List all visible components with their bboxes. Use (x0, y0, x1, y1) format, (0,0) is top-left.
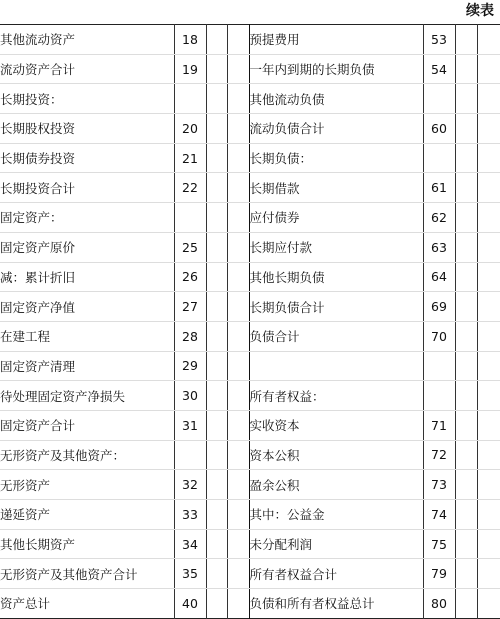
table-row (0, 410, 500, 440)
table-row (0, 173, 500, 203)
asset-item-cell: 其他长期资产 (0, 529, 174, 559)
liability-amount-cell (455, 114, 477, 144)
table-row (0, 321, 500, 351)
asset-line-number-cell: 32 (174, 470, 206, 500)
table-row (0, 54, 500, 84)
liability-amount-cell (477, 440, 500, 470)
asset-amount-cell (206, 84, 227, 114)
asset-line-number-cell: 25 (174, 232, 206, 262)
liability-item-cell: 长期负债合计 (249, 292, 423, 322)
liability-amount-cell (455, 292, 477, 322)
liability-amount-cell (477, 262, 500, 292)
table-row (0, 529, 500, 559)
liability-item-cell: 所有者权益： (249, 381, 423, 411)
liability-amount-cell (477, 292, 500, 322)
asset-amount-cell (227, 173, 249, 203)
asset-line-number-cell: 19 (174, 54, 206, 84)
asset-amount-cell (227, 500, 249, 530)
liability-line-number-cell: 70 (423, 321, 455, 351)
asset-item-cell: 其他流动资产 (0, 25, 174, 55)
liability-amount-cell (477, 203, 500, 233)
table-row (0, 114, 500, 144)
asset-amount-cell (206, 262, 227, 292)
liability-amount-cell (477, 410, 500, 440)
liability-amount-cell (455, 173, 477, 203)
liability-line-number-cell: 79 (423, 559, 455, 589)
asset-item-cell: 资产总计 (0, 589, 174, 619)
liability-item-cell: 所有者权益合计 (249, 559, 423, 589)
table-row (0, 440, 500, 470)
liability-item-cell: 负债合计 (249, 321, 423, 351)
liability-item-cell: 长期借款 (249, 173, 423, 203)
liability-line-number-cell: 64 (423, 262, 455, 292)
liability-amount-cell (455, 321, 477, 351)
liability-amount-cell (477, 84, 500, 114)
table-row (0, 589, 500, 619)
asset-line-number-cell (174, 203, 206, 233)
asset-amount-cell (206, 589, 227, 619)
asset-item-cell: 无形资产 (0, 470, 174, 500)
asset-amount-cell (227, 114, 249, 144)
liability-amount-cell (477, 589, 500, 619)
liability-amount-cell (477, 470, 500, 500)
liability-item-cell: 盈余公积 (249, 470, 423, 500)
asset-amount-cell (227, 262, 249, 292)
asset-item-cell: 无形资产及其他资产合计 (0, 559, 174, 589)
asset-amount-cell (227, 559, 249, 589)
liability-amount-cell (477, 173, 500, 203)
asset-item-cell: 长期股权投资 (0, 114, 174, 144)
liability-item-cell (249, 351, 423, 381)
asset-line-number-cell: 26 (174, 262, 206, 292)
liability-amount-cell (455, 470, 477, 500)
asset-amount-cell (227, 54, 249, 84)
asset-item-cell: 固定资产： (0, 203, 174, 233)
liability-line-number-cell: 54 (423, 54, 455, 84)
asset-item-cell: 固定资产清理 (0, 351, 174, 381)
asset-amount-cell (206, 470, 227, 500)
liability-line-number-cell: 73 (423, 470, 455, 500)
asset-amount-cell (227, 351, 249, 381)
table-row (0, 84, 500, 114)
liability-item-cell: 其他流动负债 (249, 84, 423, 114)
asset-amount-cell (206, 381, 227, 411)
liability-amount-cell (477, 114, 500, 144)
table-row (0, 381, 500, 411)
asset-amount-cell (227, 321, 249, 351)
asset-item-cell: 长期债券投资 (0, 143, 174, 173)
asset-line-number-cell (174, 84, 206, 114)
table-row (0, 25, 500, 55)
liability-amount-cell (455, 84, 477, 114)
liability-item-cell: 预提费用 (249, 25, 423, 55)
asset-item-cell: 待处理固定资产净损失 (0, 381, 174, 411)
asset-amount-cell (206, 232, 227, 262)
liability-item-cell: 负债和所有者权益总计 (249, 589, 423, 619)
liability-amount-cell (455, 381, 477, 411)
liability-line-number-cell (423, 143, 455, 173)
asset-amount-cell (206, 173, 227, 203)
liability-amount-cell (455, 25, 477, 55)
liability-line-number-cell: 71 (423, 410, 455, 440)
asset-line-number-cell: 35 (174, 559, 206, 589)
asset-item-cell: 固定资产净值 (0, 292, 174, 322)
liability-amount-cell (455, 440, 477, 470)
liability-line-number-cell (423, 351, 455, 381)
liability-line-number-cell: 53 (423, 25, 455, 55)
liability-item-cell: 长期负债： (249, 143, 423, 173)
liability-amount-cell (455, 203, 477, 233)
liability-line-number-cell (423, 381, 455, 411)
asset-line-number-cell: 34 (174, 529, 206, 559)
liability-line-number-cell (423, 84, 455, 114)
asset-amount-cell (227, 589, 249, 619)
asset-line-number-cell: 30 (174, 381, 206, 411)
asset-line-number-cell: 31 (174, 410, 206, 440)
liability-amount-cell (477, 529, 500, 559)
asset-amount-cell (227, 410, 249, 440)
asset-amount-cell (227, 143, 249, 173)
liability-amount-cell (455, 410, 477, 440)
asset-amount-cell (227, 84, 249, 114)
liability-amount-cell (455, 143, 477, 173)
asset-line-number-cell: 18 (174, 25, 206, 55)
table-row (0, 351, 500, 381)
table-caption: 续表 (466, 3, 494, 19)
asset-amount-cell (206, 321, 227, 351)
asset-amount-cell (206, 114, 227, 144)
liability-amount-cell (477, 143, 500, 173)
table-row (0, 262, 500, 292)
asset-amount-cell (227, 292, 249, 322)
asset-line-number-cell: 20 (174, 114, 206, 144)
asset-amount-cell (206, 500, 227, 530)
liability-amount-cell (477, 321, 500, 351)
liability-amount-cell (477, 381, 500, 411)
asset-item-cell: 长期投资： (0, 84, 174, 114)
liability-item-cell: 资本公积 (249, 440, 423, 470)
table-row (0, 232, 500, 262)
asset-amount-cell (227, 232, 249, 262)
asset-item-cell: 在建工程 (0, 321, 174, 351)
asset-amount-cell (206, 410, 227, 440)
liability-amount-cell (455, 232, 477, 262)
asset-amount-cell (206, 292, 227, 322)
liability-amount-cell (477, 25, 500, 55)
asset-amount-cell (206, 351, 227, 381)
table-body (0, 25, 500, 619)
asset-line-number-cell: 27 (174, 292, 206, 322)
table-row (0, 470, 500, 500)
liability-amount-cell (477, 500, 500, 530)
asset-line-number-cell: 33 (174, 500, 206, 530)
asset-amount-cell (227, 529, 249, 559)
asset-amount-cell (206, 559, 227, 589)
table-row (0, 559, 500, 589)
liability-line-number-cell: 62 (423, 203, 455, 233)
asset-line-number-cell: 29 (174, 351, 206, 381)
asset-line-number-cell: 40 (174, 589, 206, 619)
table-row (0, 203, 500, 233)
asset-item-cell: 流动资产合计 (0, 54, 174, 84)
asset-line-number-cell: 28 (174, 321, 206, 351)
liability-amount-cell (455, 529, 477, 559)
liability-item-cell: 流动负债合计 (249, 114, 423, 144)
asset-amount-cell (206, 440, 227, 470)
liability-item-cell: 其他长期负债 (249, 262, 423, 292)
asset-item-cell: 递延资产 (0, 500, 174, 530)
liability-item-cell: 其中：公益金 (249, 500, 423, 530)
asset-item-cell: 固定资产原价 (0, 232, 174, 262)
asset-line-number-cell (174, 440, 206, 470)
liability-amount-cell (477, 351, 500, 381)
asset-line-number-cell: 21 (174, 143, 206, 173)
liability-line-number-cell: 63 (423, 232, 455, 262)
asset-amount-cell (227, 203, 249, 233)
asset-amount-cell (227, 470, 249, 500)
liability-amount-cell (455, 54, 477, 84)
asset-amount-cell (227, 25, 249, 55)
liability-amount-cell (455, 589, 477, 619)
liability-line-number-cell: 61 (423, 173, 455, 203)
liability-item-cell: 实收资本 (249, 410, 423, 440)
asset-amount-cell (227, 440, 249, 470)
liability-item-cell: 未分配利润 (249, 529, 423, 559)
asset-item-cell: 无形资产及其他资产： (0, 440, 174, 470)
liability-line-number-cell: 80 (423, 589, 455, 619)
liability-amount-cell (477, 232, 500, 262)
liability-amount-cell (477, 54, 500, 84)
liability-amount-cell (455, 500, 477, 530)
asset-amount-cell (206, 203, 227, 233)
liability-item-cell: 一年内到期的长期负债 (249, 54, 423, 84)
asset-amount-cell (206, 25, 227, 55)
table-row (0, 500, 500, 530)
liability-line-number-cell: 75 (423, 529, 455, 559)
liability-amount-cell (455, 351, 477, 381)
liability-line-number-cell: 72 (423, 440, 455, 470)
asset-item-cell: 长期投资合计 (0, 173, 174, 203)
liability-item-cell: 长期应付款 (249, 232, 423, 262)
liability-amount-cell (455, 262, 477, 292)
asset-amount-cell (227, 381, 249, 411)
asset-amount-cell (206, 54, 227, 84)
asset-amount-cell (206, 143, 227, 173)
liability-amount-cell (455, 559, 477, 589)
liability-line-number-cell: 69 (423, 292, 455, 322)
asset-item-cell: 减：累计折旧 (0, 262, 174, 292)
asset-item-cell: 固定资产合计 (0, 410, 174, 440)
liability-line-number-cell: 74 (423, 500, 455, 530)
table-row (0, 292, 500, 322)
balance-sheet-table (0, 24, 500, 619)
asset-line-number-cell: 22 (174, 173, 206, 203)
liability-amount-cell (477, 559, 500, 589)
liability-line-number-cell: 60 (423, 114, 455, 144)
table-row (0, 143, 500, 173)
liability-item-cell: 应付债券 (249, 203, 423, 233)
asset-amount-cell (206, 529, 227, 559)
